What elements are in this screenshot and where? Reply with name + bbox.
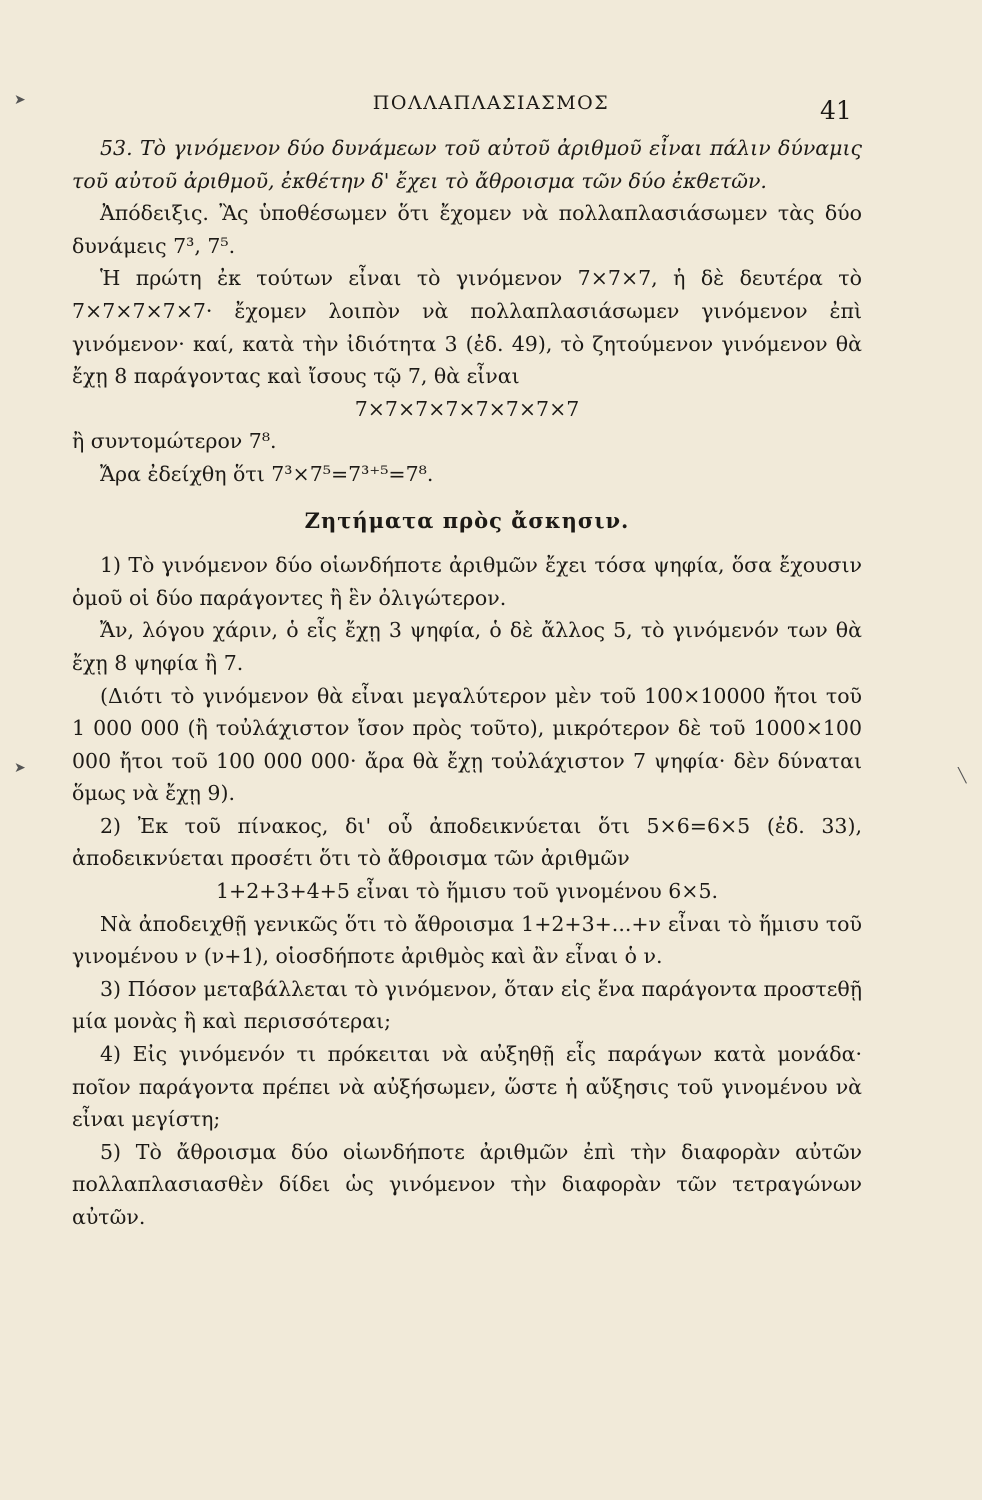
exercises-heading: Ζητήματα πρὸς ἄσκησιν. <box>304 507 630 533</box>
formula-sum: 1+2+3+4+5 εἶναι τὸ ἥμισυ τοῦ γινομένου 6×5. <box>215 879 719 904</box>
margin-mark-icon: ➤ <box>14 760 26 776</box>
margin-tick-icon: ╲ <box>958 768 967 784</box>
exercise-5: 5) Τὸ ἄθροισμα δύο οἱωνδήποτε ἀριθμῶν ἐπὶ τὴν διαφορὰν αὐτῶν πολλαπλασιασθὲν δίδει ὡς γινόμενον τὴν διαφορὰν τῶν τετραγώνων αὐτῶν. <box>72 1139 862 1229</box>
page-body <box>72 132 862 1234</box>
exercise-2-general: Νὰ ἀποδειχθῇ γενικῶς ὅτι τὸ ἄθροισμα 1+2+3+...+ν εἶναι τὸ ἥμισυ τοῦ γινομένου ν (ν+1), οἱοσδήποτε ἀριθμὸς καὶ ἂν εἶναι ὁ ν. <box>72 911 862 969</box>
running-header: ΠΟΛΛΑΠΛΑΣΙΑΣΜΟΣ <box>372 92 610 114</box>
exercise-3: 3) Πόσον μεταβάλλεται τὸ γινόμενον, ὅταν εἰς ἕνα παράγοντα προστεθῇ μία μονὰς ἢ καὶ περισσότεραι; <box>72 976 862 1034</box>
proof-intro: Ἀπόδειξις. Ἂς ὑποθέσωμεν ὅτι ἔχομεν νὰ πολλαπλασιάσωμεν τὰς δύο δυνάμεις 7³, 7⁵. <box>72 201 862 258</box>
margin-mark-icon: ➤ <box>14 92 26 108</box>
exercise-1: 1) Τὸ γινόμενον δύο οἱωνδήποτε ἀριθμῶν ἔχει τόσα ψηφία, ὅσα ἔχουσιν ὁμοῦ οἱ δύο παράγοντες ἢ ἓν ὀλιγώτερον. <box>72 553 862 610</box>
proof-short-form: ἢ συντομώτερον 7⁸. <box>72 429 277 454</box>
exercise-4: 4) Εἰς γινόμενόν τι πρόκειται νὰ αὐξηθῇ εἷς παράγων κατὰ μονάδα· ποῖον παράγοντα πρέπει νὰ αὐξήσωμεν, ὥστε ἡ αὔξησις τοῦ γινομένου νὰ εἶναι μεγίστη; <box>72 1042 862 1132</box>
proof-conclusion: Ἄρα ἐδείχθη ὅτι 7³×7⁵=7³⁺⁵=7⁸. <box>100 461 434 486</box>
proof-body: Ἡ πρώτη ἐκ τούτων εἶναι τὸ γινόμενον 7×7×7, ἡ δὲ δευτέρα τὸ 7×7×7×7×7· ἔχομεν λοιπὸν νὰ πολλαπλασιάσωμεν γινόμενον ἐπὶ γινόμενον· καί, κατὰ τὴν ἰδιότητα 3 (ἐδ. 49), τὸ ζητούμενον γινόμενον θὰ ἔχῃ 8 παράγοντας καὶ ἴσους τῷ 7, θὰ εἶναι <box>72 266 862 389</box>
exercise-1-example: Ἄν, λόγου χάριν, ὁ εἷς ἔχῃ 3 ψηφία, ὁ δὲ ἄλλος 5, τὸ γινόμενόν των θὰ ἔχῃ 8 ψηφία ἢ 7. <box>72 618 862 675</box>
formula-product: 7×7×7×7×7×7×7×7 <box>354 396 580 421</box>
page-number: 41 <box>820 96 852 125</box>
theorem-statement: 53. Τὸ γινόμενον δύο δυνάμεων τοῦ αὐτοῦ ἀριθμοῦ εἶναι πάλιν δύναμις τοῦ αὐτοῦ ἀριθμοῦ, ἐκθέτην δ' ἔχει τὸ ἄθροισμα τῶν δύο ἐκθετῶν. <box>72 136 862 193</box>
exercise-2: 2) Ἐκ τοῦ πίνακος, δι' οὗ ἀποδεικνύεται ὅτι 5×6=6×5 (ἐδ. 33), ἀποδεικνύεται προσέτι ὅτι τὸ ἄθροισμα τῶν ἀριθμῶν <box>72 813 862 871</box>
exercise-1-reason: (Διότι τὸ γινόμενον θὰ εἶναι μεγαλύτερον μὲν τοῦ 100×10000 ἤτοι τοῦ 1 000 000 (ἢ τοὐλάχιστον ἴσον πρὸς τοῦτο), μικρότερον δὲ τοῦ 1000×100 000 ἤτοι τοῦ 100 000 000· ἄρα θὰ ἔχῃ τοὐλάχιστον 7 ψηφία· δὲν δύναται ὅμως νὰ ἔχῃ 9). <box>72 683 862 806</box>
